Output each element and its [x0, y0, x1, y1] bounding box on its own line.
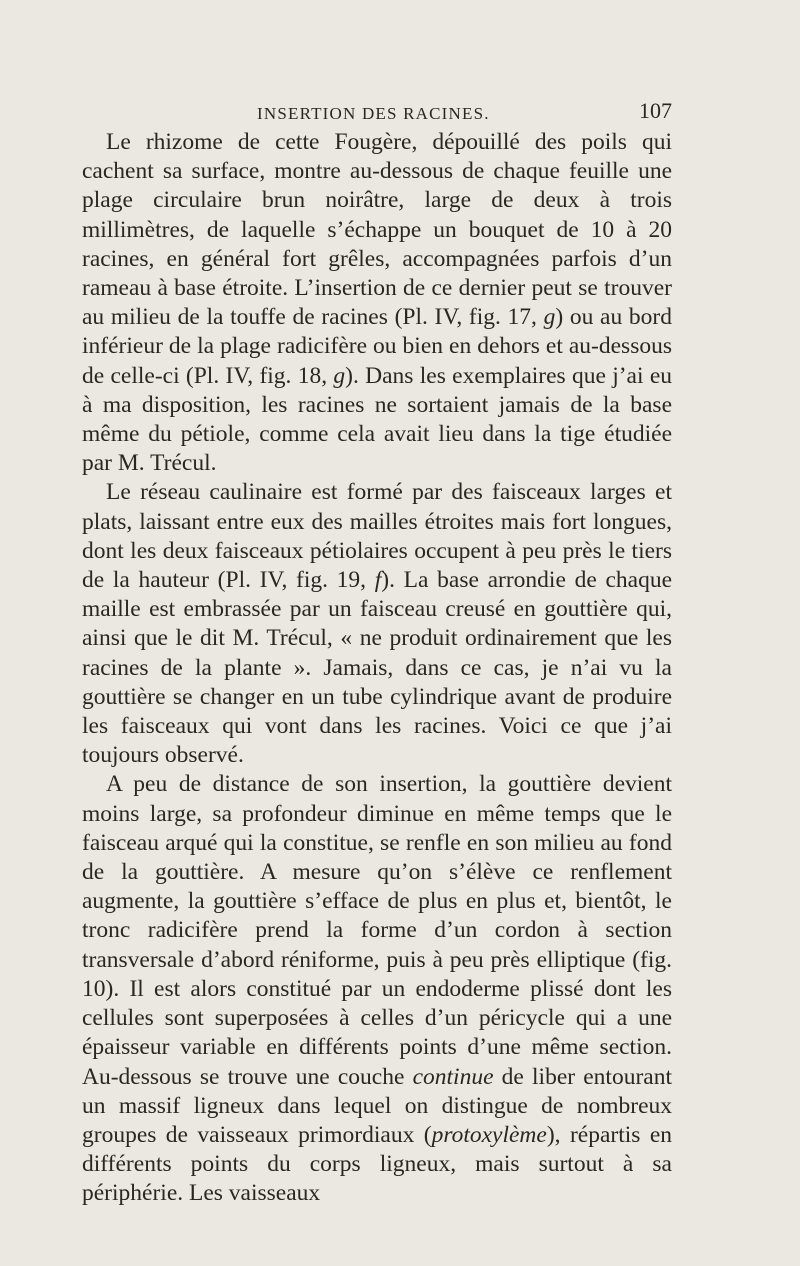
- paragraph-1: [82, 128, 672, 478]
- text-run: ) ou au bord inférieur de la plage radicifère ou bien en dehors et au-dessous de celle-ci (Pl. IV, fig. 18,: [82, 304, 672, 389]
- body-text: [82, 128, 672, 1209]
- text-run: ), répartis en différents points du corps ligneux, mais surtout à sa périphérie. Les vaisseaux: [82, 1121, 672, 1207]
- paragraph-3: [82, 770, 672, 1208]
- page-header: [82, 98, 672, 128]
- page-number: 107: [639, 98, 672, 123]
- text-run: ). Dans les exemplaires que j’ai eu à ma disposition, les racines ne sortaient jamais de la base même du pétiole, comme cela avait lieu dans la tige étudiée par M. Trécul.: [82, 362, 672, 477]
- running-head: INSERTION DES RACINES.: [257, 104, 490, 123]
- italic-run: f: [374, 567, 382, 594]
- text-run: Le rhizome de cette Fougère, dépouillé des poils qui cachent sa surface, montre au-dessous de chaque feuille une plage circulaire brun noirâtre, large de deux à trois millimètres, de laquelle s’échappe un bouquet de 10 à 20 racines, en général fort grêles, accompagnées parfois d’un rameau à base étroite. L’insertion de ce dernier peut se trouver au milieu de la touffe de racines (Pl. IV, fig. 17,: [82, 129, 672, 331]
- italic-run: g: [333, 362, 346, 389]
- italic-run: continue: [412, 1063, 494, 1090]
- text-run: de liber entourant un massif ligneux dans lequel on distingue de nombreux groupes de vaisseaux primordiaux (: [82, 1063, 672, 1148]
- italic-run: g: [543, 304, 556, 331]
- text-run: ). La base arrondie de chaque maille est embrassée par un faisceau creusé en gouttière qui, ainsi que le dit M. Trécul, « ne produit ordinairement que les racines de la plante ». Jamais, dans ce cas, je n’ai vu la gouttière se changer en un tube cylindrique avant de produire les faisceaux qui vont dans les racines. Voici ce que j’ai toujours observé.: [82, 567, 672, 769]
- italic-run: protoxylème: [431, 1121, 547, 1148]
- text-run: A peu de distance de son insertion, la gouttière devient moins large, sa profondeur diminue en même temps que le faisceau arqué qui la constitue, se renfle en son milieu au fond de la gouttière. A mesure qu’on s’élève ce renflement augmente, la gouttière s’efface de plus en plus et, bientôt, le tronc radicifère prend la forme d’un cordon à section transversale d’abord réniforme, puis à peu près elliptique (fig. 10). Il est alors constitué par un endoderme plissé dont les cellules sont superposées à celles d’un péricycle qui a une épaisseur variable en différents points d’une même section. Au-dessous se trouve une couche: [82, 771, 672, 1090]
- text-run: Le réseau caulinaire est formé par des faisceaux larges et plats, laissant entre eux des mailles étroites mais fort longues, dont les deux faisceaux pétiolaires occupent à peu près le tiers de la hauteur (Pl. IV, fig. 19,: [82, 479, 672, 594]
- paragraph-2: [82, 478, 672, 770]
